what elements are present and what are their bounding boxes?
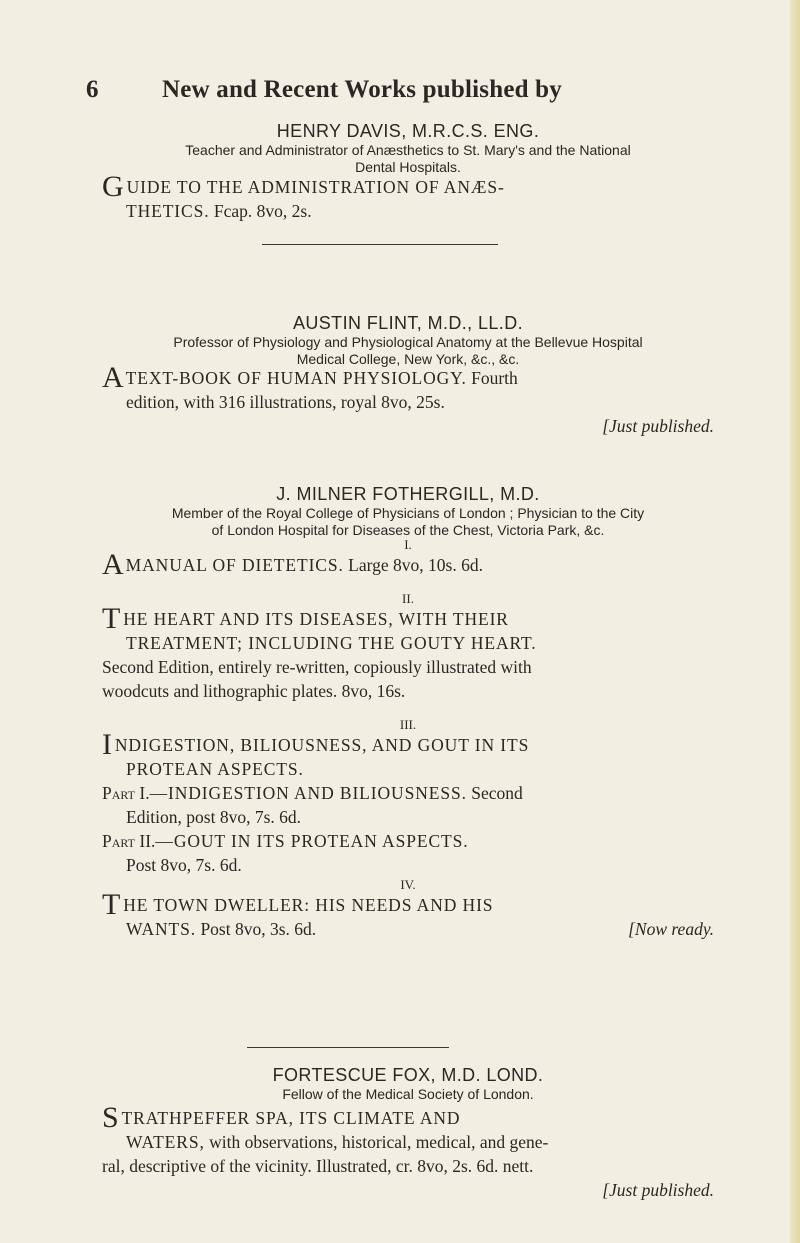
work-details: Edition, post 8vo, 7s. 6d.: [126, 807, 302, 827]
work-title: PROTEAN ASPECTS.: [126, 759, 304, 779]
author-desc-line: Fellow of the Medical Society of London.: [282, 1086, 534, 1102]
page-edge: [790, 0, 800, 1243]
drop-cap: T: [102, 602, 122, 635]
work-details: Fcap. 8vo, 2s.: [213, 201, 312, 221]
author-desc-line: of London Hospital for Diseases of the Chest, Victoria Park, &c.: [211, 522, 605, 538]
author-name: J. MILNER FOTHERGILL, M.D.: [276, 484, 540, 504]
numeral: III.: [399, 717, 417, 732]
work-title: WATERS,: [126, 1132, 205, 1152]
drop-cap: S: [102, 1101, 120, 1134]
fox-work: [102, 1101, 714, 1202]
work-details: Post 8vo, 7s. 6d.: [126, 855, 242, 875]
work-title: WANTS.: [126, 919, 197, 939]
flint-work: [102, 361, 714, 438]
author-desc-line: Medical College, New York, &c., &c.: [296, 351, 520, 367]
work-title: TEXT-BOOK OF HUMAN PHYSIOLOGY.: [125, 368, 467, 388]
running-header: [86, 76, 716, 106]
numeral: II.: [402, 591, 414, 606]
fox-section: [102, 1064, 714, 1103]
flint-section: [102, 312, 714, 368]
author-desc-line: Dental Hospitals.: [355, 159, 461, 175]
work-details: with observations, historical, medical, and gene-: [209, 1132, 549, 1152]
numeral: IV.: [400, 877, 416, 892]
work-title: HE HEART AND ITS DISEASES, WITH THEIR: [123, 609, 509, 629]
work-details: edition, with 316 illustrations, royal 8vo, 25s.: [126, 392, 445, 412]
numeral: I.: [404, 537, 412, 552]
part-label: Part I.: [102, 783, 150, 803]
drop-cap: T: [102, 888, 122, 921]
work-title: TRATHPEFFER SPA, ITS CLIMATE AND: [121, 1108, 461, 1128]
publication-note: [Just published.: [602, 1180, 714, 1200]
work-title: NDIGESTION, BILIOUSNESS, AND GOUT IN ITS: [114, 735, 530, 755]
author-name: FORTESCUE FOX, M.D. LOND.: [272, 1065, 544, 1085]
publication-note: [Now ready.: [628, 919, 714, 939]
davis-section: [102, 120, 714, 176]
author-name: AUSTIN FLINT, M.D., LL.D.: [292, 313, 524, 333]
author-desc-line: Professor of Physiology and Physiological Anatomy at the Bellevue Hospital: [173, 334, 643, 350]
work-details: Second Edition, entirely re-written, copiously illustrated with: [102, 657, 532, 677]
work-title: UIDE TO THE ADMINISTRATION OF ANÆS-: [126, 177, 505, 197]
work-details: Post 8vo, 3s. 6d.: [200, 919, 317, 939]
part-label: Part II.: [102, 831, 156, 851]
author-name: HENRY DAVIS, M.R.C.S. ENG.: [276, 121, 540, 141]
drop-cap: A: [102, 361, 124, 394]
author-desc-line: Member of the Royal College of Physicians of London ; Physician to the City: [171, 505, 645, 521]
header-title: New and Recent Works published by: [162, 76, 562, 103]
work-details: Large 8vo, 10s. 6d.: [348, 555, 483, 575]
section-divider: [262, 244, 498, 245]
work-details: ral, descriptive of the vicinity. Illustrated, cr. 8vo, 2s. 6d. nett.: [102, 1156, 534, 1176]
drop-cap: G: [102, 170, 125, 203]
davis-work: [102, 170, 714, 223]
work-title: MANUAL OF DIETETICS.: [125, 555, 344, 575]
work-title: —INDIGESTION AND BILIOUSNESS.: [149, 783, 467, 803]
work-details: Fourth: [471, 368, 518, 388]
drop-cap: I: [102, 728, 113, 761]
work-details: woodcuts and lithographic plates. 8vo, 16s.: [102, 681, 406, 701]
author-desc-line: Teacher and Administrator of Anæsthetics to St. Mary's and the National: [185, 142, 631, 158]
fothergill-works: [102, 537, 714, 941]
work-title: —GOUT IN ITS PROTEAN ASPECTS.: [155, 831, 469, 851]
work-details: Second: [471, 783, 523, 803]
work-title: TREATMENT; INCLUDING THE GOUTY HEART.: [126, 633, 537, 653]
work-title: HE TOWN DWELLER: HIS NEEDS AND HIS: [123, 895, 494, 915]
page-number: 6: [86, 76, 99, 103]
publication-note: [Just published.: [602, 416, 714, 436]
section-divider: [247, 1047, 449, 1048]
fothergill-section: [102, 483, 714, 539]
work-title: THETICS.: [126, 201, 210, 221]
drop-cap: A: [102, 548, 124, 581]
